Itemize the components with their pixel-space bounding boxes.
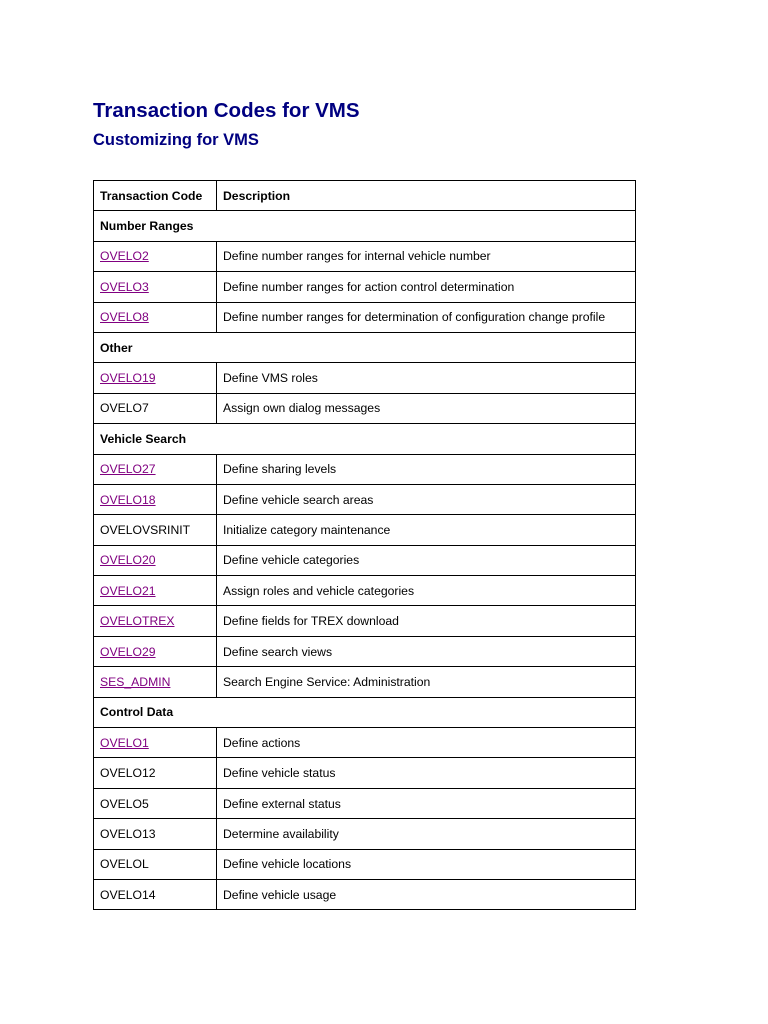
table-row xyxy=(94,576,636,606)
transaction-code-cell xyxy=(94,393,217,423)
transaction-code-cell xyxy=(94,758,217,788)
table-row xyxy=(94,393,636,423)
transaction-code-text: OVELO5 xyxy=(100,796,149,811)
table-row xyxy=(94,302,636,332)
description-cell: Assign own dialog messages xyxy=(217,393,636,423)
section-row xyxy=(94,211,636,241)
table-row xyxy=(94,241,636,271)
table-header-row xyxy=(94,181,636,211)
description-cell: Search Engine Service: Administration xyxy=(217,667,636,697)
description-cell: Define fields for TREX download xyxy=(217,606,636,636)
transaction-code-link[interactable]: OVELO2 xyxy=(100,249,149,264)
column-header-transaction-code: Transaction Code xyxy=(94,181,217,211)
description-cell: Define number ranges for action control determination xyxy=(217,272,636,302)
description-cell: Define number ranges for determination of configuration change profile xyxy=(217,302,636,332)
transaction-code-link[interactable]: OVELO19 xyxy=(100,371,156,386)
table-row xyxy=(94,728,636,758)
description-cell: Define vehicle search areas xyxy=(217,484,636,514)
transaction-codes-table xyxy=(93,180,636,910)
column-header-description: Description xyxy=(217,181,636,211)
description-cell: Define vehicle locations xyxy=(217,849,636,879)
description-cell: Define number ranges for internal vehicle number xyxy=(217,241,636,271)
transaction-code-text: OVELO7 xyxy=(100,401,149,416)
description-cell: Define search views xyxy=(217,636,636,666)
table-row xyxy=(94,545,636,575)
transaction-code-cell xyxy=(94,576,217,606)
transaction-code-link[interactable]: OVELO18 xyxy=(100,492,156,507)
section-row xyxy=(94,697,636,727)
transaction-code-cell xyxy=(94,606,217,636)
table-row xyxy=(94,606,636,636)
transaction-code-cell xyxy=(94,545,217,575)
table-row xyxy=(94,636,636,666)
transaction-code-text: OVELOVSRINIT xyxy=(100,522,191,537)
table-row xyxy=(94,484,636,514)
transaction-code-link[interactable]: OVELO3 xyxy=(100,279,149,294)
description-cell: Define external status xyxy=(217,788,636,818)
table-row xyxy=(94,272,636,302)
description-cell: Define VMS roles xyxy=(217,363,636,393)
transaction-code-link[interactable]: OVELO1 xyxy=(100,735,149,750)
transaction-code-cell xyxy=(94,484,217,514)
transaction-code-cell xyxy=(94,849,217,879)
transaction-code-cell xyxy=(94,788,217,818)
transaction-code-cell xyxy=(94,879,217,909)
description-cell: Define actions xyxy=(217,728,636,758)
transaction-code-text: OVELO13 xyxy=(100,826,156,841)
page-title: Transaction Codes for VMS xyxy=(93,99,360,122)
transaction-code-link[interactable]: OVELO20 xyxy=(100,553,156,568)
transaction-code-cell xyxy=(94,728,217,758)
transaction-code-link[interactable]: OVELO21 xyxy=(100,583,156,598)
table-row xyxy=(94,454,636,484)
transaction-code-link[interactable]: OVELO29 xyxy=(100,644,156,659)
transaction-code-text: OVELO14 xyxy=(100,887,156,902)
transaction-code-link[interactable]: OVELO27 xyxy=(100,462,156,477)
table-row xyxy=(94,515,636,545)
section-row xyxy=(94,424,636,454)
description-cell: Define vehicle status xyxy=(217,758,636,788)
table-body xyxy=(94,211,636,910)
section-label: Vehicle Search xyxy=(94,424,636,454)
transaction-code-cell xyxy=(94,272,217,302)
description-cell: Assign roles and vehicle categories xyxy=(217,576,636,606)
table-row xyxy=(94,788,636,818)
description-cell: Define vehicle categories xyxy=(217,545,636,575)
transaction-code-text: OVELO12 xyxy=(100,766,156,781)
transaction-code-cell xyxy=(94,515,217,545)
transaction-code-cell xyxy=(94,667,217,697)
transaction-code-cell xyxy=(94,819,217,849)
transaction-code-cell xyxy=(94,363,217,393)
section-row xyxy=(94,332,636,362)
transaction-code-link[interactable]: OVELOTREX xyxy=(100,614,175,629)
transaction-code-text: OVELOL xyxy=(100,857,149,872)
table-row xyxy=(94,879,636,909)
transaction-code-cell xyxy=(94,302,217,332)
section-label: Other xyxy=(94,332,636,362)
section-label: Number Ranges xyxy=(94,211,636,241)
description-cell: Determine availability xyxy=(217,819,636,849)
description-cell: Define vehicle usage xyxy=(217,879,636,909)
section-label: Control Data xyxy=(94,697,636,727)
table-row xyxy=(94,849,636,879)
transaction-code-cell xyxy=(94,241,217,271)
description-cell: Define sharing levels xyxy=(217,454,636,484)
table-row xyxy=(94,667,636,697)
table-row xyxy=(94,819,636,849)
description-cell: Initialize category maintenance xyxy=(217,515,636,545)
transaction-code-link[interactable]: OVELO8 xyxy=(100,310,149,325)
page-subtitle: Customizing for VMS xyxy=(93,131,259,149)
transaction-code-link[interactable]: SES_ADMIN xyxy=(100,674,171,689)
table-row xyxy=(94,363,636,393)
table-row xyxy=(94,758,636,788)
transaction-code-cell xyxy=(94,454,217,484)
transaction-code-cell xyxy=(94,636,217,666)
